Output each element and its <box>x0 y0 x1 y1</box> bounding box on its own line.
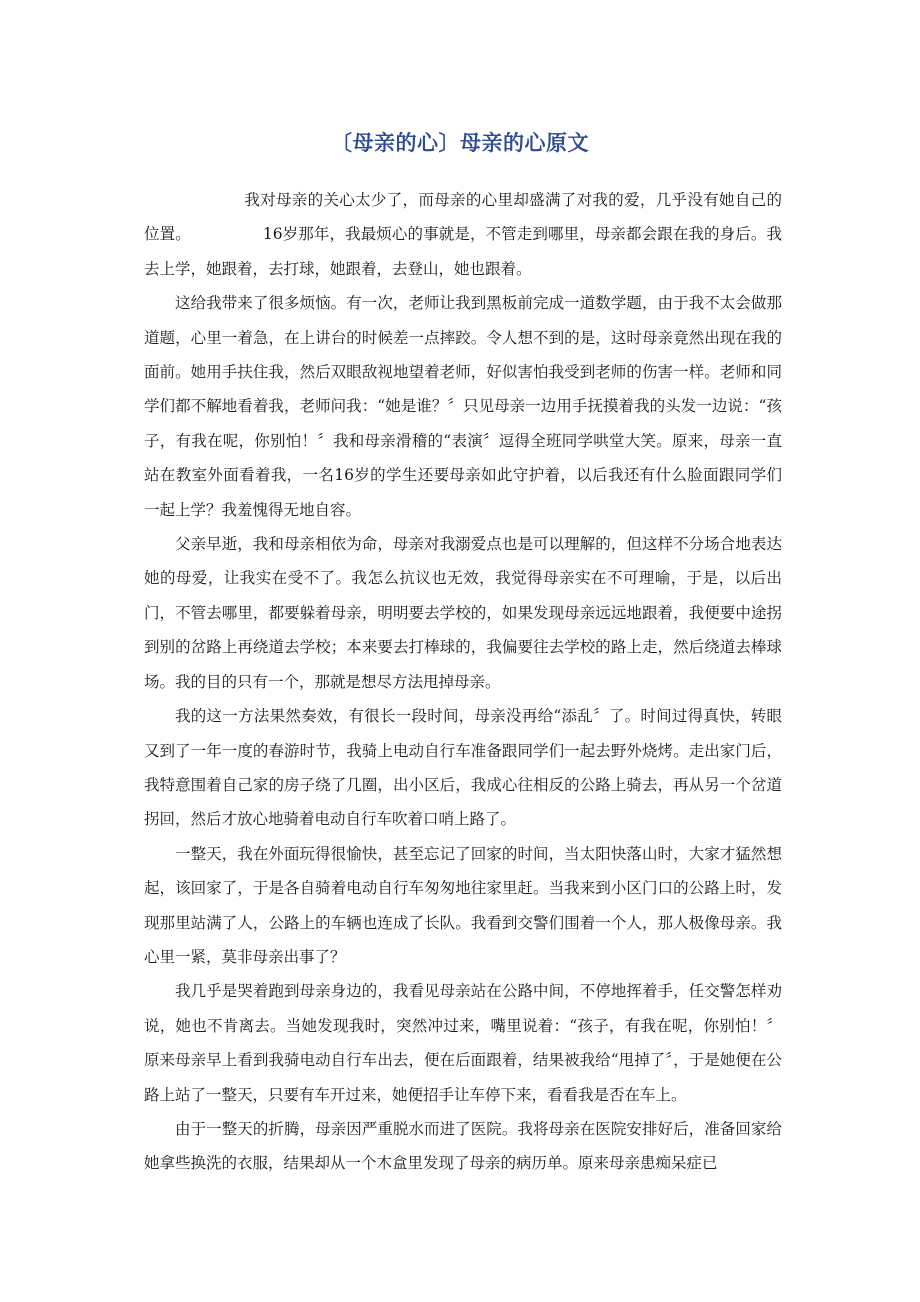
paragraph: 我的这一方法果然奏效，有很长一段时间，母亲没再给“添乱〞了。时间过得真快，转眼又到了一年一度的春游时节，我骑上电动自行车准备跟同学们一起去野外烧烤。走出家门后，我特意围着自己家的房子绕了几圈，出小区后，我成心往相反的公路上骑去，再从另一个岔道拐回，然后才放心地骑着电动自行车吹着口哨上路了。 <box>144 707 782 829</box>
intro-paragraph <box>144 183 782 286</box>
article-body <box>144 183 782 1181</box>
document-title: 〔母亲的心〕母亲的心原文 <box>331 131 589 155</box>
paragraph: 父亲早逝，我和母亲相依为命，母亲对我溺爱点也是可以理解的，但这样不分场合地表达她的母爱，让我实在受不了。我怎么抗议也无效，我觉得母亲实在不可理喻，于是，以后出门，不管去哪里，都要躲着母亲，明明要去学校的，如果发现母亲远远地跟着，我便要中途拐到别的岔路上再绕道去学校；本来要去打棒球的，我偏要往去学校的路上走，然后绕道去棒球场。我的目的只有一个，那就是想尽方法甩掉母亲。 <box>144 535 782 691</box>
paragraph: 一整天，我在外面玩得很愉快，甚至忘记了回家的时间，当太阳快落山时，大家才猛然想起，该回家了，于是各自骑着电动自行车匆匆地往家里赶。当我来到小区门口的公路上时，发现那里站满了人，公路上的车辆也连成了长队。我看到交警们围着一个人，那人极像母亲。我心里一紧，莫非母亲出事了？ <box>144 844 782 966</box>
intro-sentence-a: 我对母亲的关心太少了，而母亲的心里却盛满了对我的爱，几乎没有她自己的位置。 <box>144 191 782 244</box>
paragraph: 由于一整天的折腾，母亲因严重脱水而进了医院。我将母亲在医院安排好后，准备回家给她拿些换洗的衣服，结果却从一个木盒里发现了母亲的病历单。原来母亲患痴呆症已 <box>144 1119 782 1173</box>
paragraph: 我几乎是哭着跑到母亲身边的，我看见母亲站在公路中间，不停地挥着手，任交警怎样劝说，她也不肯离去。当她发现我时，突然冲过来，嘴里说着：“孩子，有我在呢，你别怕！〞原来母亲早上看到我骑电动自行车出去，便在后面跟着，结果被我给“甩掉了〞，于是她便在公路上站了一整天，只要有车开过来，她便招手让车停下来，看看我是否在车上。 <box>144 982 782 1104</box>
intro-sentence-b: 16岁那年，我最烦心的事就是，不管走到哪里，母亲都会跟在我的身后。我去上学，她跟着，去打球，她跟着，去登山，她也跟着。 <box>144 225 782 278</box>
paragraph: 这给我带来了很多烦恼。有一次，老师让我到黑板前完成一道数学题，由于我不太会做那道题，心里一着急，在上讲台的时候差一点摔跤。令人想不到的是，这时母亲竟然出现在我的面前。她用手扶住我，然后双眼敌视地望着老师，好似害怕我受到老师的伤害一样。老师和同学们都不解地看着我，老师问我：“她是谁？〞只见母亲一边用手抚摸着我的头发一边说：“孩子，有我在呢，你别怕！〞我和母亲滑稽的“表演〞逗得全班同学哄堂大笑。原来，母亲一直站在教室外面看着我，一名16岁的学生还要母亲如此守护着，以后我还有什么脸面跟同学们一起上学？我羞愧得无地自容。 <box>144 294 782 519</box>
